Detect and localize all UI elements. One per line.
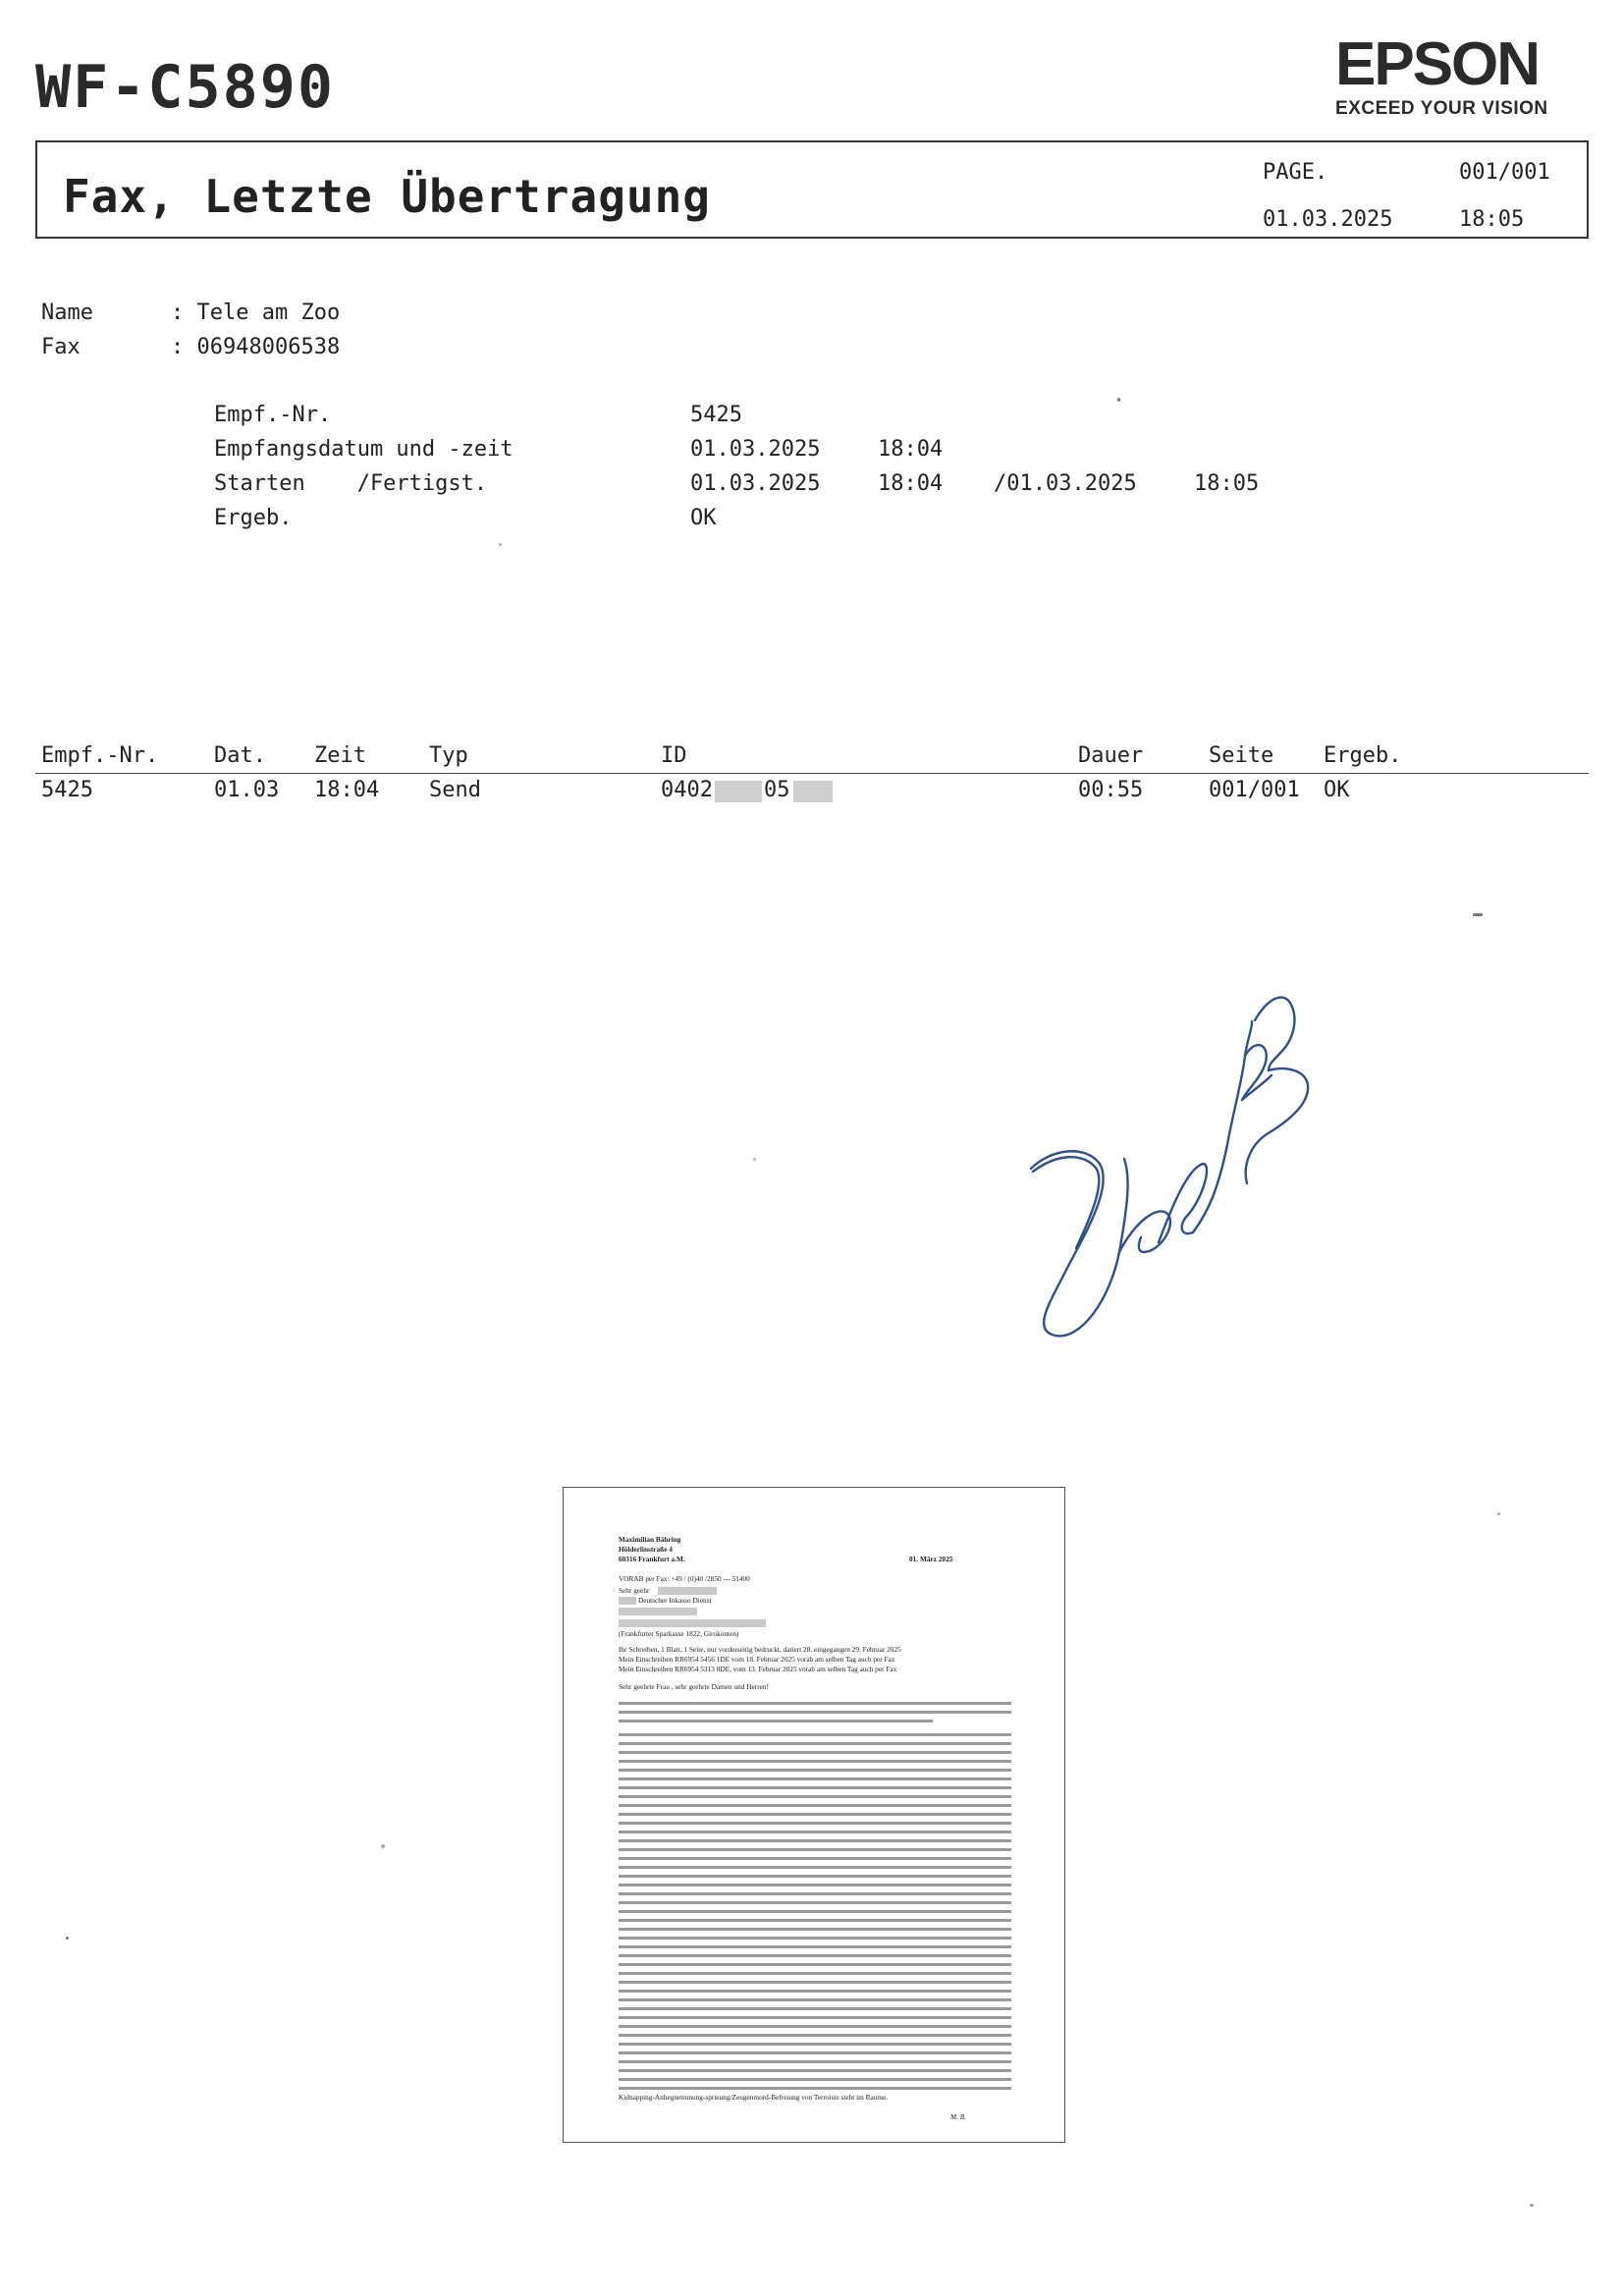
cell-ergeb: OK <box>1324 778 1350 802</box>
sender-fax-value: : 06948006538 <box>171 335 341 359</box>
letter-date: 01. März 2025 <box>909 1555 953 1563</box>
detail-value-empf: 5425 <box>690 403 742 427</box>
letter-ref-line: (Frankfurter Sparkasse 1822, Girokonten) <box>619 1629 739 1638</box>
letter-greeting: Sehr geehrte Frau , sehr geehrte Damen und Herren! <box>619 1682 769 1691</box>
col-header-zeit: Zeit <box>314 743 366 768</box>
table-row <box>0 778 1623 807</box>
letter-redaction-1 <box>658 1587 717 1595</box>
report-date: 01.03.2025 <box>1263 207 1393 232</box>
detail-label-empf: Empf.-Nr. <box>214 403 332 427</box>
detail-result-value: OK <box>690 506 717 530</box>
detail-start-date: 01.03.2025 <box>690 471 821 496</box>
col-header-typ: Typ <box>429 743 468 768</box>
id-redaction-2 <box>793 781 833 802</box>
letter-salutation-prefix: Sehr geehr <box>619 1586 650 1595</box>
letter-signoff: M. B. <box>950 2112 967 2121</box>
cell-id-part-a: 0402 <box>661 778 713 802</box>
cell-seite: 001/001 <box>1209 778 1300 802</box>
epson-logo-text: EPSON <box>1335 30 1540 98</box>
model-name: WF-C5890 <box>35 53 335 122</box>
id-redaction-1 <box>715 781 762 802</box>
report-title: Fax, Letzte Übertragung <box>63 170 711 223</box>
letter-sender-street: Hölderlinstraße 4 <box>619 1545 673 1554</box>
report-time: 18:05 <box>1459 207 1525 232</box>
sender-name-value: : Tele am Zoo <box>171 301 341 325</box>
detail-end-date: /01.03.2025 <box>994 471 1137 496</box>
detail-label-start-end: Starten /Fertigst. <box>214 471 488 496</box>
table-header-rule <box>35 773 1589 774</box>
letter-recipient: Deutscher Inkasso Dienst <box>638 1596 712 1605</box>
detail-end-time: 18:05 <box>1194 471 1260 496</box>
page-label: PAGE. <box>1263 160 1328 185</box>
col-header-dat: Dat. <box>214 743 266 768</box>
col-header-empf: Empf.-Nr. <box>41 743 159 768</box>
epson-tagline: EXCEED YOUR VISION <box>1335 98 1548 119</box>
cell-zeit: 18:04 <box>314 778 380 802</box>
sender-fax-label: Fax <box>41 335 81 359</box>
cell-id-part-b: 05 <box>764 778 790 802</box>
letter-redaction-2 <box>619 1597 636 1605</box>
cell-empf: 5425 <box>41 778 93 802</box>
detail-label-result: Ergeb. <box>214 506 293 530</box>
cell-dat: 01.03 <box>214 778 280 802</box>
page-value: 001/001 <box>1459 160 1550 185</box>
letter-para1-line2: Mein Einschreiben RR6954 5456 1DE vom 18. Februar 2025 vorab am selben Tag auch per Fax <box>619 1655 895 1664</box>
sender-name-label: Name <box>41 301 93 325</box>
letter-vorab: VORAB per Fax: +49 / (0)40 /2850 --- 51400 <box>619 1574 750 1583</box>
col-header-ergeb: Ergeb. <box>1324 743 1402 768</box>
detail-received-time: 18:04 <box>878 437 944 462</box>
col-header-id: ID <box>661 743 687 768</box>
cell-dauer: 00:55 <box>1078 778 1144 802</box>
report-header-box <box>35 140 1589 239</box>
letter-closing-line: Kidnapping-Anhegnetrunung-sprieung/Zeugenmord-Befreiung von Terroiste steht im Raume. <box>619 2093 889 2102</box>
detail-start-time: 18:04 <box>878 471 944 496</box>
col-header-dauer: Dauer <box>1078 743 1144 768</box>
detail-received-date: 01.03.2025 <box>690 437 821 462</box>
epson-logo <box>1335 30 1548 120</box>
detail-label-received: Empfangsdatum und -zeit <box>214 437 514 462</box>
letter-para1-line1: Ihr Schreiben, 1 Blatt, 1 Seite, nur vorderseitig bedruckt, datiert 28. eingegangen 29. Februar 2025 <box>619 1645 901 1654</box>
letter-sender-name: Maximilian Bähring <box>619 1535 681 1544</box>
col-header-seite: Seite <box>1209 743 1274 768</box>
letter-para1-line3: Mein Einschreiben RR6954 5313 8DE, vom 13. Februar 2025 vorab am selben Tag auch per Fax <box>619 1665 897 1673</box>
attached-letter-thumbnail <box>563 1487 1065 2143</box>
cell-typ: Send <box>429 778 481 802</box>
handwritten-signature <box>1011 957 1325 1350</box>
letter-sender-city: 60316 Frankfurt a.M. <box>619 1555 685 1563</box>
letter-redaction-3 <box>619 1608 697 1615</box>
letter-redaction-4 <box>619 1619 766 1627</box>
